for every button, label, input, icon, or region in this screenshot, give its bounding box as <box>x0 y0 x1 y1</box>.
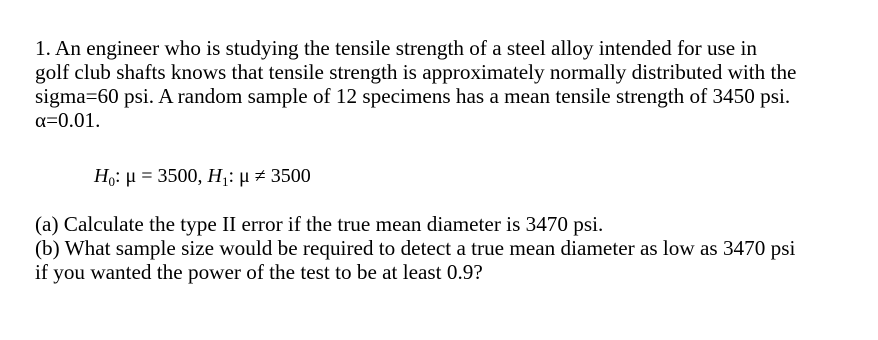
hypotheses-equation <box>94 164 311 194</box>
h1-statement: : μ ≠ 3500 <box>228 165 311 187</box>
part-a: (a) Calculate the type II error if the true mean diameter is 3470 psi. <box>35 212 604 236</box>
problem-line-1: 1. An engineer who is studying the tensile strength of a steel alloy intended for use in <box>35 36 757 60</box>
problem-line-4: α=0.01. <box>35 108 101 132</box>
problem-statement <box>35 36 850 132</box>
h0-symbol: H <box>94 165 109 187</box>
problem-line-3: sigma=60 psi. A random sample of 12 specimens has a mean tensile strength of 3450 psi. <box>35 84 791 108</box>
part-b-line-2: if you wanted the power of the test to be at least 0.9? <box>35 260 483 284</box>
h0-subscript: 0 <box>108 174 115 189</box>
part-b-line-1: (b) What sample size would be required to detect a true mean diameter as low as 3470 psi <box>35 236 796 260</box>
h1-symbol: H <box>207 165 222 187</box>
question-parts <box>35 212 795 284</box>
problem-line-2: golf club shafts knows that tensile strength is approximately normally distributed with the <box>35 60 797 84</box>
h0-statement: : μ = 3500, <box>114 165 208 187</box>
h1-subscript: 1 <box>221 174 229 189</box>
